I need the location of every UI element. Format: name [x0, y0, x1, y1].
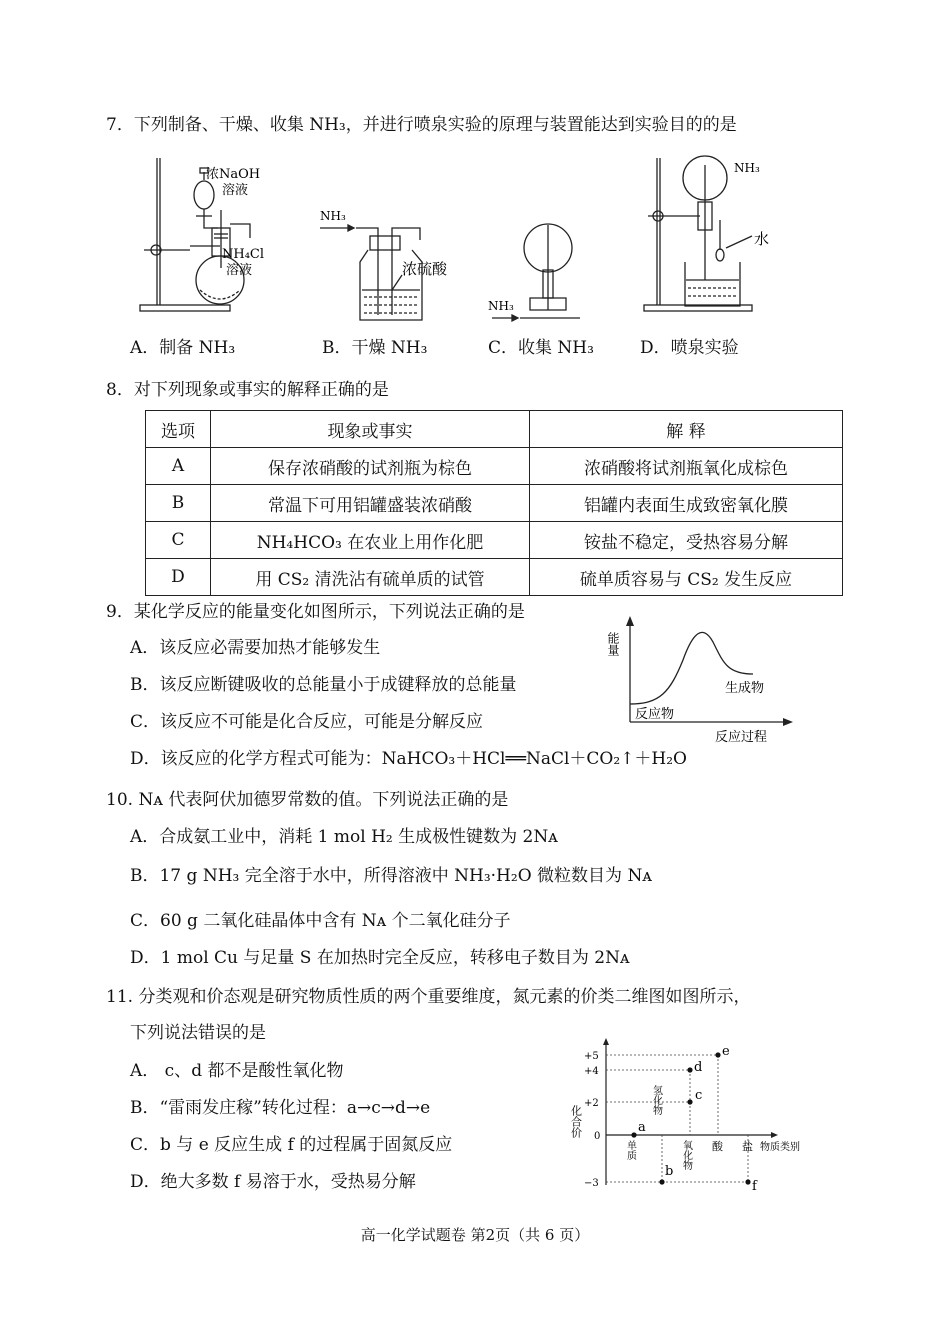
q11-option-a[interactable]: A． c、d 都不是酸性氧化物	[130, 1061, 344, 1081]
q9-energy-diagram	[605, 612, 805, 747]
q8-stem: 8．对下列现象或事实的解释正确的是	[106, 380, 389, 400]
table-row[interactable]	[146, 522, 843, 559]
y-tick-minus3: −3	[584, 1178, 599, 1189]
q10-option-d[interactable]: D．1 mol Cu 与足量 S 在加热时完全反应，转移电子数目为 2Nᴀ	[130, 948, 630, 968]
q7-option-c[interactable]: C．收集 NH₃	[488, 338, 594, 358]
q11-option-b[interactable]: B．“雷雨发庄稼”转化过程：a→c→d→e	[130, 1098, 431, 1118]
table-cell: 保存浓硝酸的试剂瓶为棕色	[211, 448, 530, 485]
point-d	[687, 1067, 692, 1072]
q11-stem-line1: 11. 分类观和价态观是研究物质性质的两个重要维度，氮元素的价类二维图如图所示，	[106, 987, 751, 1007]
label-a-nh4cl-1: NH₄Cl	[222, 247, 265, 262]
q11-option-d[interactable]: D．绝大多数 f 易溶于水，受热易分解	[130, 1172, 416, 1192]
table-cell: C	[146, 522, 211, 559]
table-cell: 铵盐不稳定，受热容易分解	[530, 522, 843, 559]
q9-ylabel: 能量	[606, 632, 620, 656]
label-a-naoh-2: 溶液	[222, 183, 249, 198]
point-e	[715, 1052, 720, 1057]
q8-table	[145, 410, 843, 596]
q9-reactant-label: 反应物	[635, 707, 675, 722]
label-b-acid: 浓硫酸	[402, 260, 448, 278]
q11-valence-chart	[570, 1035, 815, 1195]
table-cell: 用 CS₂ 清洗沾有硫单质的试管	[211, 559, 530, 596]
point-label-c: c	[695, 1088, 703, 1103]
q10-option-b[interactable]: B．17 g NH₃ 完全溶于水中，所得溶液中 NH₃·H₂O 微粒数目为 Nᴀ	[130, 866, 652, 886]
q9-product-label: 生成物	[725, 681, 765, 696]
q9-option-d[interactable]: D．该反应的化学方程式可能为：NaHCO₃＋HCl══NaCl＋CO₂↑＋H₂O	[130, 749, 687, 769]
header-phenomenon: 现象或事实	[211, 411, 530, 448]
q11-stem-line2: 下列说法错误的是	[130, 1023, 266, 1043]
q9-option-b[interactable]: B．该反应断键吸收的总能量小于成键释放的总能量	[130, 675, 517, 695]
q11-option-c[interactable]: C．b 与 e 反应生成 f 的过程属于固氮反应	[130, 1135, 453, 1155]
q7-option-b[interactable]: B．干燥 NH₃	[322, 338, 428, 358]
q9-option-a[interactable]: A．该反应必需要加热才能够发生	[130, 638, 381, 658]
q9-stem: 9．某化学反应的能量变化如图所示，下列说法正确的是	[106, 602, 525, 622]
point-b	[659, 1179, 664, 1184]
table-row[interactable]	[146, 448, 843, 485]
q10-option-c[interactable]: C．60 g 二氧化硅晶体中含有 Nᴀ 个二氧化硅分子	[130, 911, 511, 931]
y-tick-plus2: +2	[584, 1098, 599, 1109]
q10-stem: 10. Nᴀ 代表阿伏加德罗常数的值。下列说法正确的是	[106, 790, 509, 810]
x-cat-elemental: 单质	[624, 1140, 636, 1160]
q7-stem: 7．下列制备、干燥、收集 NH₃，并进行喷泉实验的原理与装置能达到实验目的的是	[106, 115, 737, 135]
point-label-d: d	[694, 1060, 703, 1075]
header-option: 选项	[146, 411, 211, 448]
point-label-a: a	[638, 1120, 646, 1135]
table-cell: 硫单质容易与 CS₂ 发生反应	[530, 559, 843, 596]
table-cell: 浓硝酸将试剂瓶氧化成棕色	[530, 448, 843, 485]
label-d-water: 水	[754, 230, 770, 248]
q9-xlabel: 反应过程	[715, 730, 768, 745]
point-label-f: f	[752, 1179, 757, 1194]
x-cat-oxide: 氧化物	[680, 1140, 692, 1170]
x-cat-acid: 酸	[712, 1140, 723, 1153]
table-cell: 常温下可用铝罐盛装浓硝酸	[211, 485, 530, 522]
table-header-row	[146, 411, 843, 448]
table-cell: NH₄HCO₃ 在农业上用作化肥	[211, 522, 530, 559]
q7-option-a[interactable]: A．制备 NH₃	[130, 338, 236, 358]
table-cell: D	[146, 559, 211, 596]
table-cell: B	[146, 485, 211, 522]
table-row[interactable]	[146, 559, 843, 596]
y-tick-plus4: +4	[584, 1066, 599, 1077]
x-hydride-label: 氢化物	[650, 1085, 662, 1115]
table-cell: A	[146, 448, 211, 485]
label-a-naoh-1: 浓NaOH	[206, 167, 261, 182]
y-tick-zero: 0	[594, 1131, 601, 1142]
q9-option-c[interactable]: C．该反应不可能是化合反应，可能是分解反应	[130, 712, 484, 732]
point-c	[687, 1099, 692, 1104]
header-explanation: 解 释	[530, 411, 843, 448]
label-d-nh3: NH₃	[734, 161, 760, 175]
apparatus-d	[644, 156, 752, 311]
q11-ylabel: 化合价	[570, 1105, 583, 1138]
point-label-e: e	[722, 1044, 730, 1059]
point-label-b: b	[665, 1164, 674, 1179]
q11-xlabel: 物质类别	[760, 1142, 800, 1153]
q10-option-a[interactable]: A．合成氨工业中，消耗 1 mol H₂ 生成极性键数为 2Nᴀ	[130, 827, 558, 847]
page-footer: 高一化学试题卷 第2页（共 6 页）	[360, 1226, 590, 1244]
label-c-nh3: NH₃	[488, 299, 514, 313]
label-a-nh4cl-2: 溶液	[226, 263, 253, 278]
y-tick-plus5: +5	[584, 1051, 599, 1062]
q7-option-d[interactable]: D．喷泉实验	[640, 338, 739, 358]
label-b-nh3: NH₃	[320, 209, 346, 223]
table-cell: 铝罐内表面生成致密氧化膜	[530, 485, 843, 522]
table-row[interactable]	[146, 485, 843, 522]
point-a	[631, 1132, 636, 1137]
q7-apparatus-figure	[130, 150, 810, 330]
x-cat-salt: 盐	[742, 1140, 753, 1153]
point-f	[745, 1179, 750, 1184]
